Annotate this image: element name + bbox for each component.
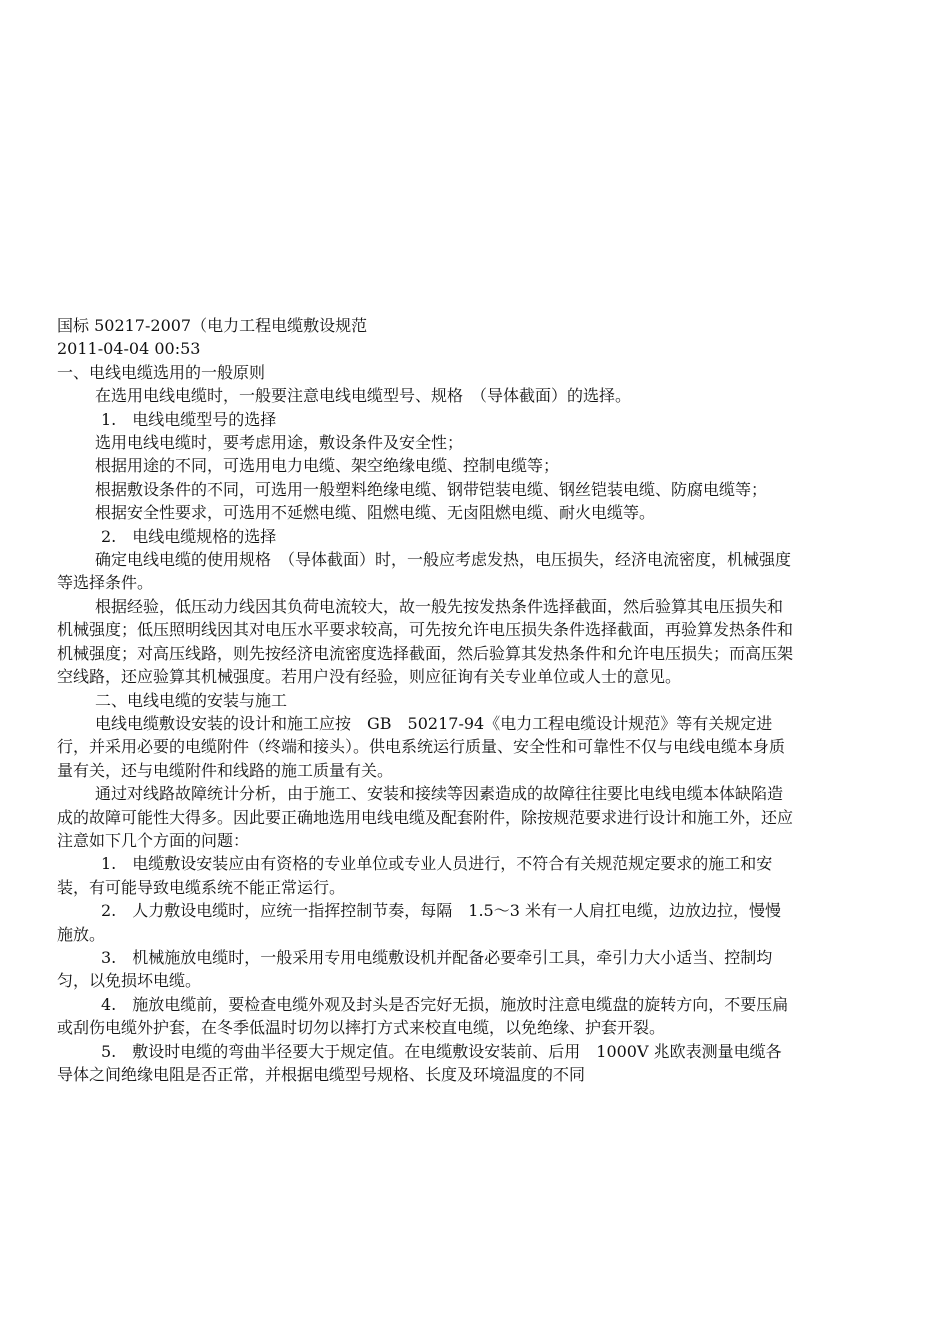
paragraph: 确定电线电缆的使用规格 （导体截面）时，一般应考虑发热，电压损失，经济电流密度，机械强度等选择条件。: [57, 550, 792, 593]
document-page: [57, 314, 793, 1086]
paragraph: 通过对线路故障统计分析，由于施工、安装和接续等因素造成的故障往往要比电线电缆本体缺陷造成的故障可能性大得多。因此要正确地选用电线电缆及配套附件，除按规范要求进行设计和施工外，还应注意如下几个方面的问题：: [57, 784, 794, 850]
paragraph: 根据敷设条件的不同，可选用一般塑料绝缘电缆、钢带铠装电缆、钢丝铠装电缆、防腐电缆等；: [95, 479, 768, 499]
paragraph: 根据经验，低压动力线因其负荷电流较大，故一般先按发热条件选择截面，然后验算其电压损失和机械强度；低压照明线因其对电压水平要求较高，可先按允许电压损失条件选择截面，再验算发热条件和机械强度；对高压线路，则先按经济电流密度选择截面，然后验算其发热条件和允许电压损失；而高压架空线路，还应验算其机械强度。若用户没有经验，则应征询有关专业单位或人士的意见。: [57, 596, 794, 687]
list-item: 1. 电缆敷设安装应由有资格的专业单位或专业人员进行，不符合有关规范规定要求的施工和安装，有可能导致电缆系统不能正常运行。: [57, 854, 773, 897]
subheading-2: 2. 电线电缆规格的选择: [101, 526, 277, 546]
section-heading-1: 一、电线电缆选用的一般原则: [57, 362, 266, 382]
paragraph: 根据安全性要求，可选用不延燃电缆、阻燃电缆、无卤阻燃电缆、耐火电缆等。: [95, 503, 656, 523]
document-title: 国标 50217-2007（电力工程电缆敷设规范: [57, 316, 368, 335]
subheading-1: 1. 电线电缆型号的选择: [101, 409, 277, 429]
document-datetime: 2011-04-04 00:53: [57, 339, 201, 359]
paragraph: 选用电线电缆时，要考虑用途，敷设条件及安全性；: [95, 433, 464, 453]
paragraph: 根据用途的不同，可选用电力电缆、架空绝缘电缆、控制电缆等；: [95, 456, 560, 476]
section-heading-2: 二、电线电缆的安装与施工: [95, 690, 288, 710]
list-item: 2. 人力敷设电缆时，应统一指挥控制节奏，每隔 1.5～3 米有一人肩扛电缆，边放边拉，慢慢施放。: [57, 901, 781, 944]
list-item: 4. 施放电缆前，要检查电缆外观及封头是否完好无损，施放时注意电缆盘的旋转方向，不要压扁或刮伤电缆外护套，在冬季低温时切勿以摔打方式来校直电缆，以免绝缘、护套开裂。: [57, 994, 789, 1038]
paragraph: 电线电缆敷设安装的设计和施工应按 GB 50217-94《电力工程电缆设计规范》等有关规定进行，并采用必要的电缆附件（终端和接头）。供电系统运行质量、安全性和可靠性不仅与电线电缆本身质量有关，还与电缆附件和线路的施工质量有关。: [57, 713, 786, 780]
list-item: 5. 敷设时电缆的弯曲半径要大于规定值。在电缆敷设安装前、后用 1000V 兆欧表测量电缆各导体之间绝缘电阻是否正常，并根据电缆型号规格、长度及环境温度的不同: [57, 1041, 782, 1084]
list-item: 3. 机械施放电缆时，一般采用专用电缆敷设机并配备必要牵引工具，牵引力大小适当、控制均匀，以免损坏电缆。: [57, 947, 773, 991]
paragraph: 在选用电线电缆时，一般要注意电线电缆型号、规格 （导体截面）的选择。: [95, 386, 632, 406]
